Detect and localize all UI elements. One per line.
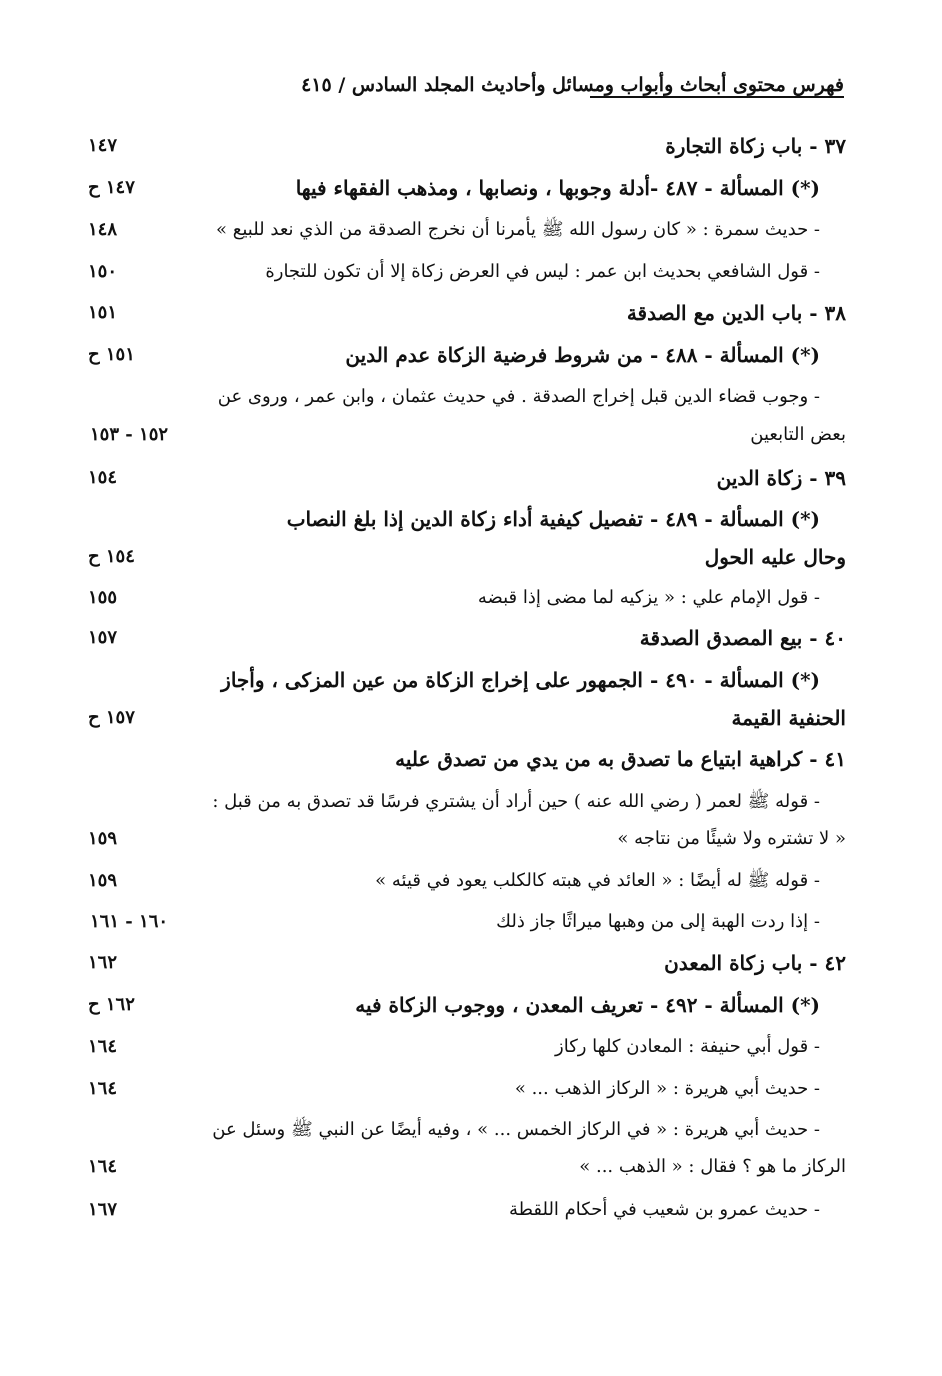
entry-text: ٣٩ - زكاة الدين — [716, 466, 846, 490]
header-rule — [590, 96, 844, 98]
page-number: ١٤٨ — [88, 219, 118, 240]
running-header — [82, 74, 844, 106]
page-number: ١٥٤ — [88, 467, 118, 488]
entry-text: ٤٠ - بيع المصدق الصدقة — [639, 626, 846, 650]
index-row — [60, 905, 850, 939]
index-row — [60, 1193, 850, 1227]
page-number: ١٤٧ — [88, 135, 118, 156]
page-number: ١٥٤ ح — [88, 546, 135, 567]
page-number: ١٥٠ — [88, 261, 118, 282]
entry-text: - وجوب قضاء الدين قبل إخراج الصدقة . في حديث عثمان ، وابن عمر ، وروى عن — [217, 386, 820, 407]
entry-text: ٣٨ - باب الدين مع الصدقة — [626, 301, 846, 325]
page-number: ١٦٤ — [88, 1156, 118, 1177]
page-number: ١٥٩ — [88, 828, 118, 849]
entry-text: - قول الشافعي بحديث ابن عمر : ليس في العرض زكاة إلا أن تكون للتجارة — [265, 261, 820, 282]
page-number: ١٦٤ — [88, 1036, 118, 1057]
index-row — [60, 581, 850, 615]
index-row — [60, 621, 850, 655]
index-row — [60, 864, 850, 898]
index-row — [60, 988, 850, 1022]
index-row — [60, 380, 850, 414]
page-number: ١٦٢ ح — [88, 994, 135, 1015]
entry-text: - قوله ﷺ لعمر ( رضي الله عنه ) حين أراد أن يشتري فرسًا قد تصدق به من قبل : — [212, 791, 820, 812]
entry-text: (*) المسألة - ٤٨٨ - من شروط فرضية الزكاة عدم الدين — [345, 343, 820, 367]
index-row — [60, 255, 850, 289]
page-number: ١٥١ — [88, 302, 118, 323]
index-row — [60, 785, 850, 819]
index-row — [60, 742, 850, 776]
index-row — [60, 540, 850, 574]
index-row — [60, 418, 850, 452]
entry-text: وحال عليه الحول — [704, 545, 846, 569]
entry-text: الركاز ما هو ؟ فقال : « الذهب ... » — [579, 1156, 846, 1177]
header-title: فهرس محتوى أبحاث وأبواب ومسائل وأحاديث المجلد السادس / ٤١٥ — [301, 74, 844, 96]
entry-text: الحنفية القيمة — [731, 706, 846, 730]
entry-text: (*) المسألة - ٤٩٠ - الجمهور على إخراج الزكاة من عين المزكى ، وأجاز — [221, 668, 820, 692]
index-row — [60, 213, 850, 247]
entry-text: - حديث أبي هريرة : « الركاز الذهب ... » — [514, 1078, 820, 1099]
page-number: ١٥٥ — [88, 587, 118, 608]
page-number: ١٥٧ — [88, 627, 118, 648]
index-row — [60, 822, 850, 856]
index-row — [60, 1150, 850, 1184]
page-number: ١٦٢ — [88, 952, 118, 973]
page-number: ١٦٧ — [88, 1199, 118, 1220]
index-row — [60, 1072, 850, 1106]
index-row — [60, 663, 850, 697]
entry-text: « لا تشتره ولا شيئًا من نتاجه » — [617, 828, 846, 849]
entry-text: - إذا ردت الهبة إلى من وهبها ميراثًا جاز ذلك — [496, 911, 820, 932]
index-row — [60, 171, 850, 205]
index-row — [60, 1030, 850, 1064]
page-number: ١٥٩ — [88, 870, 118, 891]
page-number: ١٦٠ - ١٦١ — [90, 911, 169, 932]
index-row — [60, 502, 850, 536]
page-number: ١٥١ ح — [88, 344, 135, 365]
entry-text: - قول أبي حنيفة : المعادن كلها ركاز — [555, 1036, 820, 1057]
entry-text: بعض التابعين — [750, 424, 846, 445]
index-row — [60, 701, 850, 735]
page-number: ١٥٢ - ١٥٣ — [90, 424, 169, 445]
entry-text: - قوله ﷺ له أيضًا : « العائد في هبته كالكلب يعود في قيئه » — [375, 870, 820, 891]
entry-text: (*) المسألة - ٤٨٩ - تفصيل كيفية أداء زكاة الدين إذا بلغ النصاب — [286, 507, 820, 531]
page-number: ١٤٧ ح — [88, 177, 135, 198]
entry-text: - حديث أبي هريرة : « في الركاز الخمس ... » ، وفيه أيضًا عن النبي ﷺ وسئل عن — [212, 1119, 820, 1140]
entry-text: (*) المسألة - ٤٩٢ - تعريف المعدن ، ووجوب الزكاة فيه — [355, 993, 820, 1017]
index-row — [60, 338, 850, 372]
index-row — [60, 1113, 850, 1147]
entry-text: ٤٢ - باب زكاة المعدن — [664, 951, 846, 975]
entry-text: - حديث سمرة : « كان رسول الله ﷺ يأمرنا أن نخرج الصدقة من الذي نعد للبيع » — [216, 219, 820, 240]
entry-text: - قول الإمام علي : « يزكيه لما مضى إذا قبضه — [477, 587, 820, 608]
entry-text: ٤١ - كراهية ابتياع ما تصدق به من يدي من تصدق عليه — [395, 747, 846, 771]
entry-text: - حديث عمرو بن شعيب في أحكام اللقطة — [508, 1199, 820, 1220]
entry-text: ٣٧ - باب زكاة التجارة — [665, 134, 846, 158]
entry-text: (*) المسألة - ٤٨٧ -أدلة وجوبها ، ونصابها ، ومذهب الفقهاء فيها — [295, 176, 820, 200]
index-row — [60, 129, 850, 163]
page-number: ١٥٧ ح — [88, 707, 135, 728]
index-row — [60, 461, 850, 495]
index-row — [60, 946, 850, 980]
index-row — [60, 296, 850, 330]
page-number: ١٦٤ — [88, 1078, 118, 1099]
